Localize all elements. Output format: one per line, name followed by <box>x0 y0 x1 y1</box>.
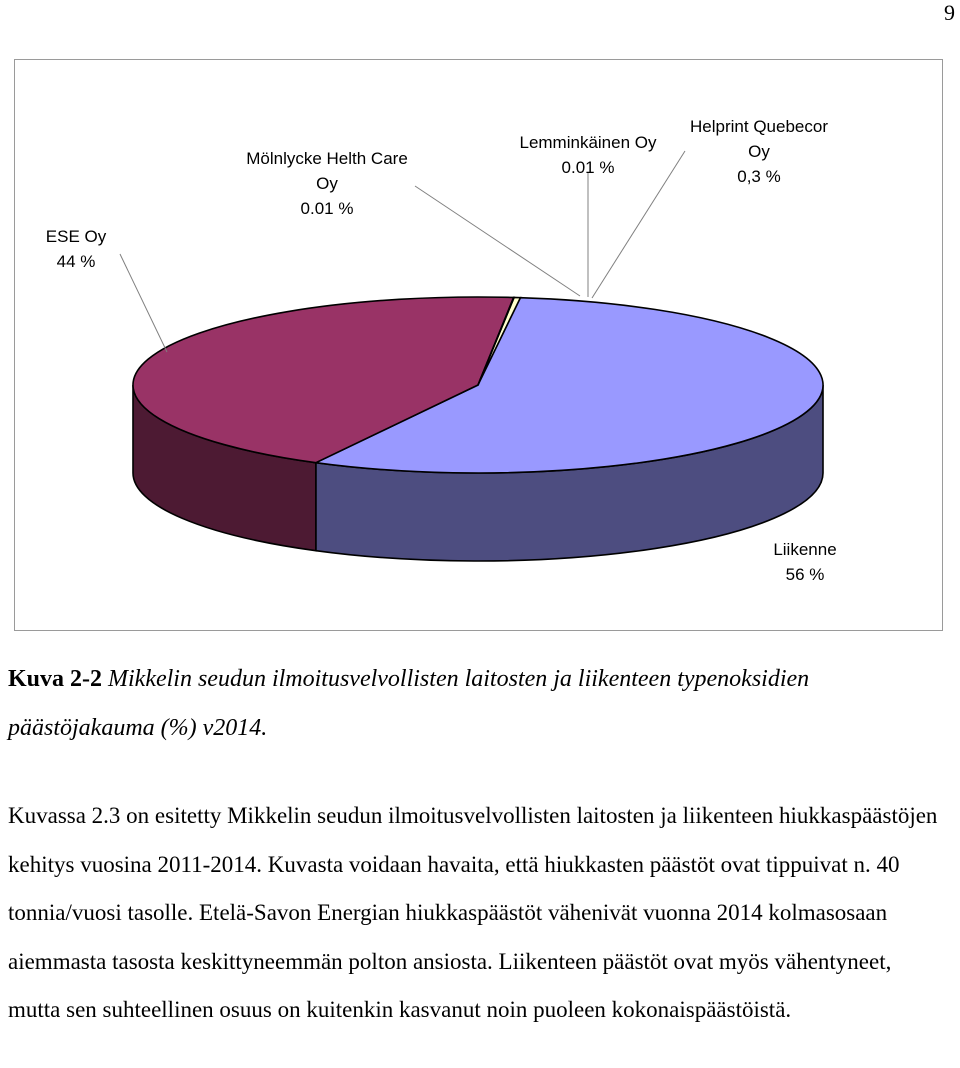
body-paragraph <box>8 792 948 1035</box>
pie-label-line: 44 % <box>56 252 96 271</box>
pie-label-line: 56 % <box>785 565 825 584</box>
pie-label-text <box>519 133 657 177</box>
pie-label-line: 0.01 % <box>300 199 354 218</box>
pie-label-line: Liikenne <box>773 540 837 559</box>
pie-label-text <box>46 227 107 271</box>
pie-chart <box>15 60 942 630</box>
leader-line-ese-oy <box>120 254 167 352</box>
pie-label-helprint-quebecor-oy <box>690 117 828 186</box>
pie-label-mölnlycke-helth-care-oy <box>246 149 408 218</box>
pie-label-line: Oy <box>748 142 770 161</box>
pie-label-text <box>246 149 408 218</box>
pie-label-line: Oy <box>316 174 338 193</box>
pie-label-line: Helprint Quebecor <box>690 117 828 136</box>
pie-top <box>133 297 823 473</box>
pie-label-text <box>690 117 828 186</box>
pie-label-ese-oy <box>46 227 107 271</box>
caption-number: Kuva 2-2 <box>8 666 103 692</box>
leader-line-mölnlycke-helth-care-oy <box>415 186 580 296</box>
chart-frame <box>14 59 943 631</box>
pie-label-line: Lemminkäinen Oy <box>519 133 657 152</box>
pie-label-line: 0.01 % <box>561 158 615 177</box>
pie-label-line: ESE Oy <box>45 227 107 246</box>
pie-label-liikenne <box>773 540 836 584</box>
pie-label-text <box>773 540 836 584</box>
page-number: 9 <box>944 0 955 25</box>
pie-label-line: 0,3 % <box>737 167 781 186</box>
figure-caption <box>8 655 938 753</box>
pie-label-line: Mölnlycke Helth Care <box>246 149 408 168</box>
paragraph-text: Kuvassa 2.3 on esitetty Mikkelin seudun ilmoitusvelvollisten laitosten ja liikenteen hiukkaspäästöjen kehitys vuosina 2011-2014. Kuvasta voidaan havaita, että hiukkasten päästöt ovat tippuivat n. 40 tonnia/vuosi tasolle. Etelä-Savon Energian hiukkaspäästöt vähenivät vuonna 2014 kolmasosaan aiemmasta tasosta keskittyneemmän polton ansiosta. Liikenteen päästöt ovat myös vähentyneet, mutta sen suhteellinen osuus on kuitenkin kasvanut noin puoleen kokonaispäästöistä. <box>8 803 938 1022</box>
caption-text: Mikkelin seudun ilmoitusvelvollisten laitosten ja liikenteen typenoksidien päästöjakauma (%) v2014. <box>8 666 810 741</box>
pie-label-lemminkäinen-oy <box>519 133 657 177</box>
